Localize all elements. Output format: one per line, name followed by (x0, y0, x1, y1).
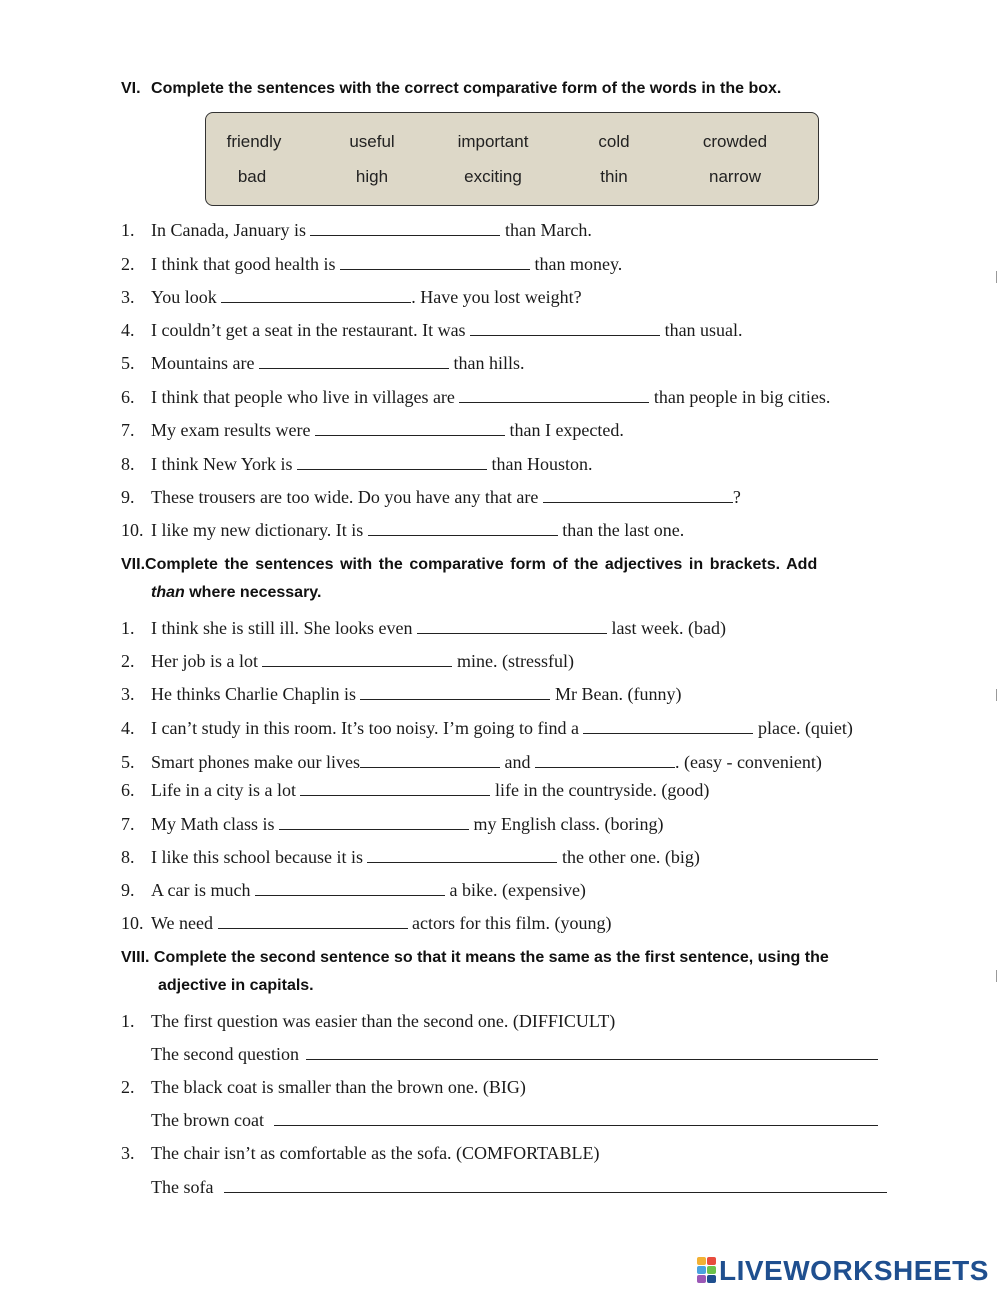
answer-blank[interactable] (360, 685, 550, 700)
answer-prompt: The brown coat (151, 1110, 264, 1130)
s6-item-8 (121, 454, 593, 475)
section-7-title-rest: where necessary. (184, 584, 322, 601)
section-6-title: Complete the sentences with the correct comparative form of the words in the box. (151, 80, 782, 97)
s7-item-3 (121, 684, 681, 705)
item-text-after: . (easy - convenient) (674, 752, 822, 772)
item-text-before: My exam results were (151, 420, 315, 440)
box-word: narrow (709, 167, 761, 186)
item-text-before: I think she is still ill. She looks even (151, 618, 417, 638)
item-text-before: I can’t study in this room. It’s too noisy. I’m going to find a (151, 718, 584, 738)
section-6-number: VI. (121, 80, 141, 97)
s6-item-10 (121, 520, 684, 541)
answer-blank[interactable] (297, 455, 487, 470)
item-text-after: place. (quiet) (753, 718, 853, 738)
item-number: 6. (121, 387, 135, 407)
margin-mark (996, 271, 997, 283)
item-number: 2. (121, 254, 135, 274)
answer-blank[interactable] (218, 914, 408, 929)
item-text-after: than March. (500, 220, 592, 240)
item-text-after: than money. (529, 254, 623, 274)
item-text-before: These trousers are too wide. Do you have any that are (151, 487, 543, 507)
answer-blank[interactable] (367, 848, 557, 863)
answer-blank[interactable] (360, 753, 500, 768)
item-text-before: You look (151, 287, 222, 307)
item-number: 10. (121, 913, 144, 933)
item-sentence: The chair isn’t as comfortable as the sofa. (COMFORTABLE) (151, 1143, 600, 1163)
answer-blank[interactable] (340, 255, 530, 270)
item-text-before: Life in a city is a lot (151, 780, 301, 800)
logo-text: LIVEWORKSHEETS (719, 1255, 989, 1286)
s8-item-3-answer (151, 1177, 887, 1198)
section-8-heading-line2 (158, 977, 314, 995)
answer-blank[interactable] (315, 421, 505, 436)
box-word: thin (600, 167, 628, 186)
item-text-after: . Have you lost weight? (411, 287, 582, 307)
item-text-after: a bike. (expensive) (444, 880, 586, 900)
item-number: 3. (121, 287, 135, 307)
item-text-before: Her job is a lot (151, 651, 263, 671)
answer-blank[interactable] (543, 488, 733, 503)
section-7-number: VII. (121, 556, 146, 573)
s8-item-1-answer (151, 1044, 878, 1065)
item-text-before: We need (151, 913, 218, 933)
s7-item-10 (121, 913, 611, 934)
section-8-number: VIII. (121, 949, 150, 966)
s6-item-3 (121, 287, 582, 308)
item-text-before: I think New York is (151, 454, 298, 474)
item-text-before: Smart phones make our lives (151, 752, 360, 772)
item-number: 7. (121, 814, 135, 834)
s6-item-2 (121, 254, 622, 275)
item-number: 4. (121, 718, 135, 738)
word-box (205, 112, 819, 206)
item-number: 2. (121, 651, 135, 671)
s6-item-7 (121, 420, 624, 441)
item-text-before: He thinks Charlie Chaplin is (151, 684, 361, 704)
margin-mark (996, 689, 997, 701)
section-8-title-line1: Complete the second sentence so that it means the same as the first sentence, using the (153, 949, 829, 966)
answer-blank[interactable] (535, 753, 675, 768)
item-text-after: life in the countryside. (good) (490, 780, 710, 800)
margin-mark (996, 970, 997, 982)
box-word: important (457, 132, 529, 151)
item-text-after: last week. (bad) (607, 618, 726, 638)
item-number: 1. (121, 618, 135, 638)
section-7-title-italic: than (151, 584, 185, 601)
s6-item-9 (121, 487, 741, 508)
answer-blank[interactable] (459, 388, 649, 403)
answer-blank[interactable] (221, 288, 411, 303)
item-text-after: than usual. (660, 320, 743, 340)
answer-blank[interactable] (300, 781, 490, 796)
s8-item-1 (121, 1011, 615, 1032)
item-text-after: than people in big cities. (649, 387, 831, 407)
item-text-after: than Houston. (487, 454, 593, 474)
answer-line[interactable] (306, 1045, 878, 1060)
item-text-after: ? (732, 487, 741, 507)
s7-item-4 (121, 718, 853, 739)
s7-item-8 (121, 847, 700, 868)
item-number: 7. (121, 420, 135, 440)
liveworksheets-logo-icon (697, 1257, 719, 1285)
item-text-before: I think that people who live in villages are (151, 387, 460, 407)
box-word: cold (598, 132, 630, 151)
item-text-after: actors for this film. (young) (407, 913, 612, 933)
section-8-heading (121, 949, 829, 967)
answer-blank[interactable] (310, 221, 500, 236)
item-number: 4. (121, 320, 135, 340)
s7-item-5 (121, 752, 822, 773)
liveworksheets-logo (697, 1255, 989, 1285)
box-word: friendly (226, 132, 282, 151)
item-number: 3. (121, 684, 135, 704)
s6-item-1 (121, 220, 592, 241)
answer-line[interactable] (274, 1111, 878, 1126)
item-text-after: than hills. (448, 353, 525, 373)
item-number: 5. (121, 752, 135, 772)
item-number: 3. (121, 1143, 135, 1163)
answer-blank[interactable] (255, 881, 445, 896)
item-text-before: Mountains are (151, 353, 259, 373)
item-text-middle: and (499, 752, 535, 772)
answer-line[interactable] (224, 1178, 887, 1193)
section-6-heading (121, 80, 781, 98)
item-number: 8. (121, 454, 135, 474)
box-word: useful (349, 132, 395, 151)
answer-blank[interactable] (470, 321, 660, 336)
item-text-before: In Canada, January is (151, 220, 311, 240)
item-sentence: The black coat is smaller than the brown one. (BIG) (151, 1077, 526, 1097)
item-number: 8. (121, 847, 135, 867)
answer-blank[interactable] (417, 619, 607, 634)
s7-item-7 (121, 814, 663, 835)
s6-item-6 (121, 387, 830, 408)
s8-item-3 (121, 1143, 600, 1164)
item-text-after: than the last one. (557, 520, 685, 540)
s7-item-2 (121, 651, 574, 672)
item-text-after: mine. (stressful) (452, 651, 574, 671)
item-text-before: My Math class is (151, 814, 279, 834)
answer-blank[interactable] (368, 521, 558, 536)
item-text-before: A car is much (151, 880, 255, 900)
item-text-before: I couldn’t get a seat in the restaurant. It was (151, 320, 471, 340)
s7-item-9 (121, 880, 586, 901)
s8-item-2 (121, 1077, 526, 1098)
section-7-title-line1: Complete the sentences with the comparative form of the adjectives in brackets. Add (145, 556, 818, 573)
item-text-after: my English class. (boring) (469, 814, 664, 834)
item-number: 10. (121, 520, 144, 540)
item-text-after: the other one. (big) (557, 847, 700, 867)
item-text-before: I think that good health is (151, 254, 340, 274)
box-word: high (355, 167, 389, 186)
item-number: 1. (121, 1011, 135, 1031)
s6-item-4 (121, 320, 743, 341)
answer-prompt: The second question (151, 1044, 299, 1064)
item-number: 5. (121, 353, 135, 373)
answer-blank[interactable] (583, 719, 753, 734)
answer-blank[interactable] (259, 354, 449, 369)
item-number: 6. (121, 780, 135, 800)
item-number: 9. (121, 487, 135, 507)
item-text-before: I like this school because it is (151, 847, 368, 867)
section-7-heading (121, 556, 817, 574)
item-text-after: than I expected. (504, 420, 624, 440)
answer-blank[interactable] (279, 815, 469, 830)
item-text-before: I like my new dictionary. It is (151, 520, 368, 540)
answer-blank[interactable] (262, 652, 452, 667)
item-number: 1. (121, 220, 135, 240)
section-7-heading-line2 (151, 584, 321, 602)
item-number: 2. (121, 1077, 135, 1097)
item-number: 9. (121, 880, 135, 900)
s8-item-2-answer (151, 1110, 878, 1131)
box-word: bad (237, 167, 267, 186)
box-word: exciting (464, 167, 522, 186)
s7-item-6 (121, 780, 709, 801)
answer-prompt: The sofa (151, 1177, 214, 1197)
section-8-title-line2: adjective in capitals. (158, 977, 314, 994)
s6-item-5 (121, 353, 524, 374)
item-sentence: The first question was easier than the second one. (DIFFICULT) (151, 1011, 616, 1031)
item-text-after: Mr Bean. (funny) (550, 684, 682, 704)
box-word: crowded (702, 132, 768, 151)
s7-item-1 (121, 618, 726, 639)
